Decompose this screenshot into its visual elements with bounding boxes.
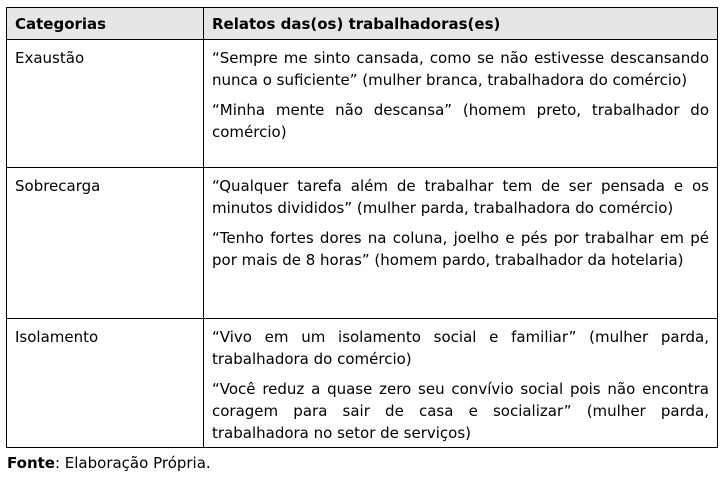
source-text: : Elaboração Própria.	[54, 454, 211, 472]
quote: “Você reduz a quase zero seu convívio social pois não encontra coragem para sair de casa e socializar” (mulher parda, trabalhadora no setor de serviços)	[212, 380, 709, 442]
header-categories: Categorias	[7, 8, 204, 39]
quote: “Tenho fortes dores na coluna, joelho e pés por trabalhar em pé por mais de 8 horas” (homem pardo, trabalhador da hotelaria)	[212, 229, 709, 269]
header-reports: Relatos das(os) trabalhadoras(es)	[212, 15, 501, 33]
reports-cell	[204, 319, 717, 447]
quote: “Sempre me sinto cansada, como se não estivesse descansando nunca o suficiente” (mulher branca, trabalhadora do comércio)	[212, 49, 709, 89]
table-row	[7, 167, 717, 318]
table-row	[7, 318, 717, 447]
category-cell: Isolamento	[7, 319, 204, 447]
source-note	[7, 452, 211, 474]
table-row	[7, 39, 717, 167]
quote: “Minha mente não descansa” (homem preto, trabalhador do comércio)	[212, 101, 709, 141]
reports-cell	[204, 40, 717, 167]
reports-cell	[204, 168, 717, 318]
source-label: Fonte	[7, 454, 55, 472]
category-cell: Sobrecarga	[7, 168, 204, 318]
testimonies-table	[6, 7, 718, 448]
category-cell: Exaustão	[7, 40, 204, 167]
table-header-row	[7, 8, 717, 39]
quote: “Vivo em um isolamento social e familiar” (mulher parda, trabalhadora do comércio)	[212, 328, 709, 368]
quote: “Qualquer tarefa além de trabalhar tem de ser pensada e os minutos divididos” (mulher parda, trabalhadora do comércio)	[212, 177, 709, 217]
